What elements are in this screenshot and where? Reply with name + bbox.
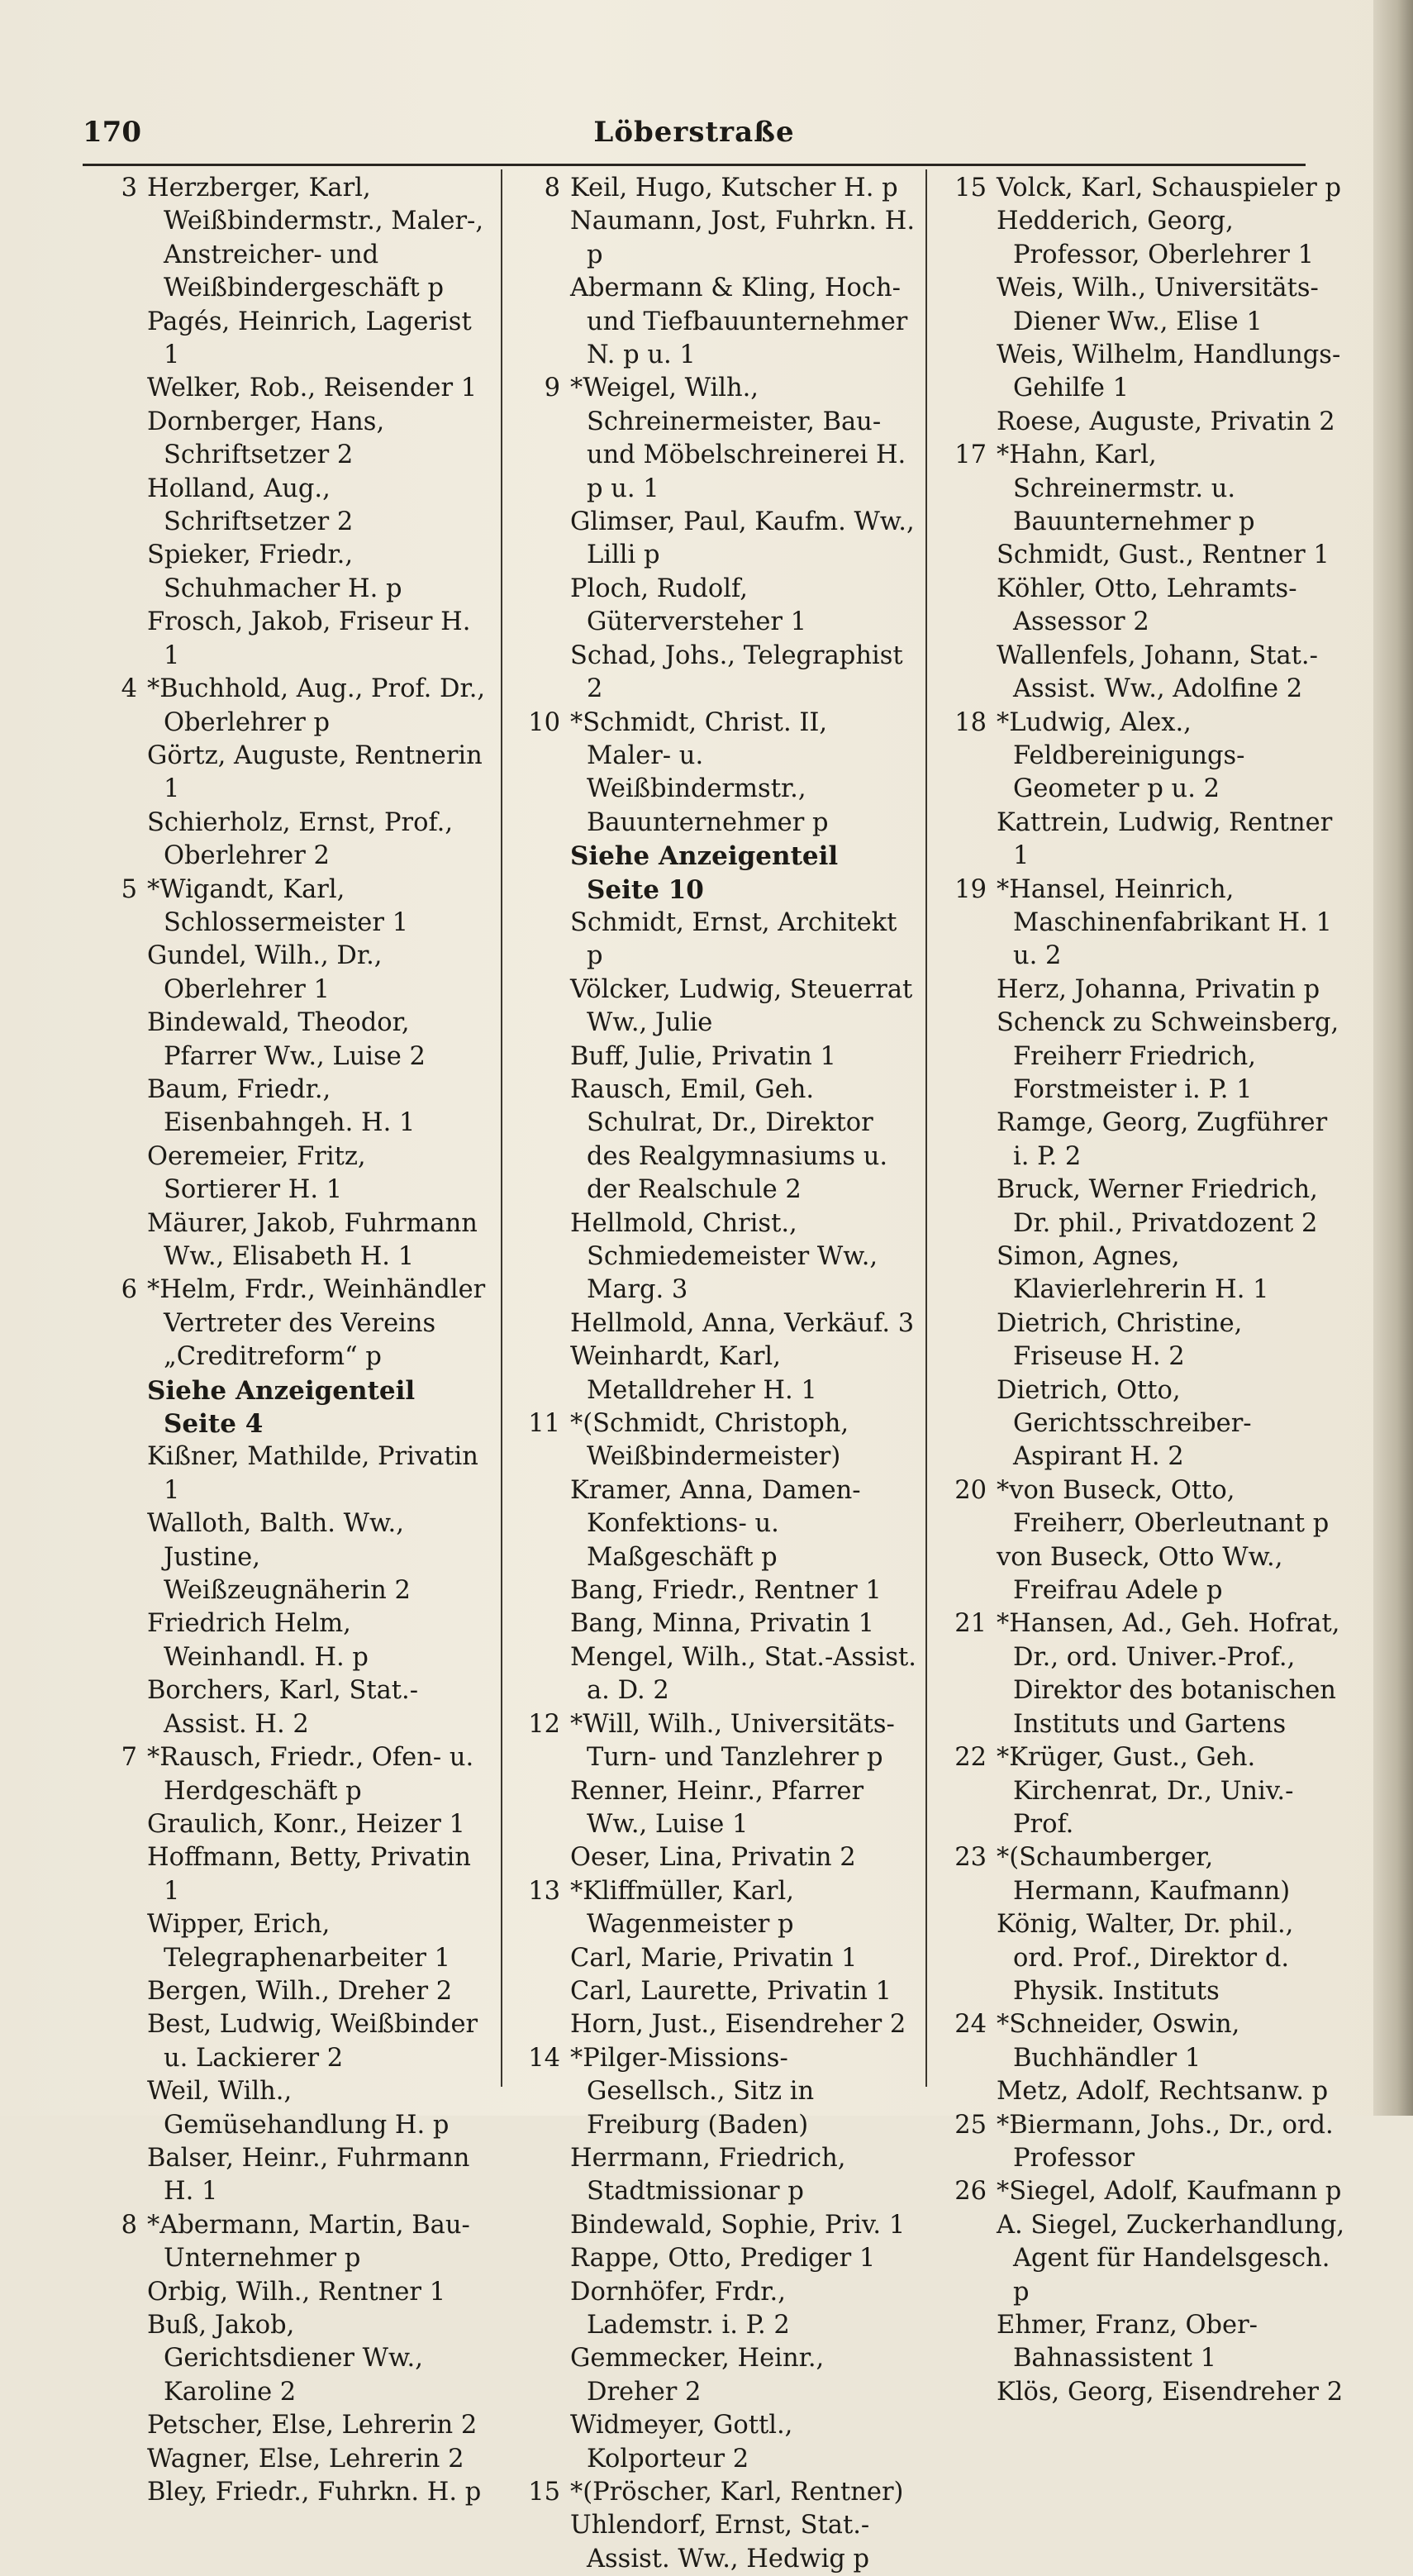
entry-text: Ramge, Georg, Zugführer i. P. 2 — [997, 1108, 1328, 1171]
entry-text: Völcker, Ludwig, Steuerrat Ww., Julie — [570, 974, 913, 1038]
entry-text: *Hansen, Ad., Geh. Hofrat, Dr., ord. Univer.-Prof., Direktor des botanischen Instituts und Gartens — [997, 1609, 1340, 1739]
directory-entry — [506, 2476, 919, 2509]
house-number: 7 — [121, 1743, 137, 1773]
entry-text: *Krüger, Gust., Geh. Kirchenrat, Dr., Univ.-Prof. — [997, 1743, 1294, 1839]
directory-entry — [83, 1207, 488, 1274]
directory-entry — [83, 1841, 488, 1908]
entry-text: Roese, Auguste, Privatin 2 — [997, 407, 1335, 436]
entry-text: Bruck, Werner Friedrich, Dr. phil., Privatdozent 2 — [997, 1175, 1318, 1238]
directory-entry — [932, 339, 1345, 406]
directory-entry — [932, 874, 1345, 974]
entry-text: Schmidt, Gust., Rentner 1 — [997, 540, 1330, 570]
directory-entry — [506, 1340, 919, 1407]
entry-text: Metz, Adolf, Rechtsanw. p — [997, 2077, 1329, 2107]
directory-entry — [83, 539, 488, 606]
directory-entry — [83, 1808, 488, 1841]
entry-text: König, Walter, Dr. phil., ord. Prof., Direktor d. Physik. Instituts — [997, 1910, 1294, 2006]
column-2 — [506, 172, 919, 2574]
directory-entry — [506, 205, 919, 272]
directory-entry — [506, 1875, 919, 1942]
entry-text: Oeser, Lina, Privatin 2 — [570, 1843, 856, 1873]
house-number: 26 — [954, 2177, 987, 2207]
directory-entry — [506, 2209, 919, 2242]
entry-text: *Rausch, Friedr., Ofen- u. Herdgeschäft p — [147, 1743, 474, 1806]
entry-text: Rausch, Emil, Geh. Schulrat, Dr., Direktor des Realgymnasiums u. der Realschule 2 — [570, 1074, 888, 1205]
house-number: 8 — [544, 174, 560, 202]
entry-text: *Siegel, Adolf, Kaufmann p — [997, 2177, 1342, 2207]
entry-text: Walloth, Balth. Ww., Justine, Weißzeugnäherin 2 — [147, 1509, 411, 1606]
entry-text: Keil, Hugo, Kutscher H. p — [570, 174, 898, 202]
advertisement-reference — [506, 840, 919, 907]
directory-entry — [932, 974, 1345, 1007]
directory-entry — [83, 2443, 488, 2476]
directory-entry — [506, 506, 919, 573]
entry-text: Frosch, Jakob, Friseur H. 1 — [147, 607, 471, 670]
directory-entry — [506, 1942, 919, 1975]
entry-text: *Ludwig, Alex., Feldbereinigungs-Geometer p u. 2 — [997, 707, 1245, 804]
entry-text: *Biermann, Johs., Dr., ord. Professor — [997, 2110, 1334, 2173]
house-number: 3 — [121, 174, 137, 202]
entry-text: Schenck zu Schweinsberg, Freiherr Friedrich, Forstmeister i. P. 1 — [997, 1008, 1339, 1104]
directory-entry — [83, 1274, 488, 1374]
entry-text: Best, Ludwig, Weißbinder u. Lackierer 2 — [147, 2010, 478, 2073]
entry-text: *(Schaumberger, Hermann, Kaufmann) — [997, 1843, 1291, 1906]
directory-entry — [83, 473, 488, 540]
directory-entry — [83, 940, 488, 1007]
house-number: 9 — [544, 374, 560, 403]
directory-entry — [83, 807, 488, 874]
directory-entry — [83, 2008, 488, 2075]
house-number: 5 — [121, 874, 137, 904]
entry-text: Weis, Wilhelm, Handlungs-Gehilfe 1 — [997, 340, 1341, 403]
directory-entry — [932, 172, 1345, 205]
directory-entry — [932, 1741, 1345, 1841]
directory-entry — [83, 2409, 488, 2442]
directory-entry — [506, 372, 919, 506]
house-number: 11 — [528, 1409, 560, 1439]
directory-entry — [932, 2008, 1345, 2075]
entry-text: *Will, Wilh., Universitäts-Turn- und Tanzlehrer p — [570, 1709, 895, 1773]
entry-text: Dornhöfer, Frdr., Lademstr. i. P. 2 — [570, 2277, 790, 2340]
directory-entry — [506, 1975, 919, 2008]
directory-entry — [83, 1140, 488, 1207]
running-title: Löberstraße — [593, 116, 795, 149]
entry-text: Naumann, Jost, Fuhrkn. H. p — [570, 207, 916, 269]
directory-entry — [932, 439, 1345, 539]
directory-entry — [506, 907, 919, 974]
directory-entry — [506, 2008, 919, 2041]
directory-entry — [932, 640, 1345, 707]
entry-text: A. Siegel, Zuckerhandlung, Agent für Handelsgesch. p — [997, 2210, 1345, 2307]
entry-text: Schmidt, Ernst, Architekt p — [570, 907, 897, 971]
entry-text: *Hahn, Karl, Schreinermstr. u. Bauunternehmer p — [997, 440, 1255, 537]
entry-text: *Abermann, Martin, Bau-Unternehmer p — [147, 2210, 470, 2274]
directory-entry — [932, 406, 1345, 439]
directory-entry — [83, 1908, 488, 1975]
directory-entry — [83, 1607, 488, 1674]
directory-entry — [83, 673, 488, 740]
entry-text: Buß, Jakob, Gerichtsdiener Ww., Karoline 2 — [147, 2311, 423, 2407]
directory-entry — [932, 2075, 1345, 2108]
entry-text: *Helm, Frdr., Weinhändler Vertreter des Vereins „Creditreform“ p — [147, 1275, 486, 1372]
entry-text: *von Buseck, Otto, Freiherr, Oberleutnant p — [997, 1475, 1330, 1539]
entry-text: Rappe, Otto, Prediger 1 — [570, 2244, 876, 2274]
entry-text: Siehe Anzeigenteil Seite 4 — [147, 1375, 416, 1440]
directory-entry — [83, 372, 488, 405]
entry-text: Bang, Minna, Privatin 1 — [570, 1609, 875, 1639]
entry-text: Schierholz, Ernst, Prof., Oberlehrer 2 — [147, 807, 454, 871]
entry-text: *(Pröscher, Karl, Rentner) — [570, 2478, 904, 2507]
entry-text: *(Schmidt, Christoph, Weißbindermeister) — [570, 1409, 849, 1472]
entry-text: Schad, Johs., Telegraphist 2 — [570, 640, 903, 704]
directory-entry — [506, 2342, 919, 2409]
entry-text: Spieker, Friedr., Schuhmacher H. p — [147, 540, 402, 603]
directory-entry — [83, 874, 488, 940]
directory-entry — [506, 573, 919, 640]
directory-entry — [932, 272, 1345, 339]
page-edge-shadow — [1373, 0, 1413, 2116]
entry-text: Simon, Agnes, Klavierlehrerin H. 1 — [997, 1242, 1269, 1305]
entry-text: Klös, Georg, Eisendreher 2 — [997, 2377, 1344, 2407]
directory-entry — [506, 1207, 919, 1307]
entry-text: von Buseck, Otto Ww., Freifrau Adele p — [997, 1542, 1283, 1606]
directory-entry — [83, 740, 488, 807]
entry-text: Graulich, Konr., Heizer 1 — [147, 1809, 465, 1839]
entry-text: Pagés, Heinrich, Lagerist 1 — [147, 307, 472, 370]
entry-text: Gemmecker, Heinr., Dreher 2 — [570, 2344, 825, 2407]
entry-text: Abermann & Kling, Hoch- und Tiefbauunternehmer N. p u. 1 — [570, 274, 908, 370]
directory-entry — [83, 606, 488, 673]
entry-text: Volck, Karl, Schauspieler p — [997, 174, 1342, 202]
entry-text: Buff, Julie, Privatin 1 — [570, 1041, 836, 1071]
directory-entry — [506, 1574, 919, 1607]
directory-entry — [506, 640, 919, 707]
house-number: 17 — [954, 440, 987, 470]
directory-entry — [932, 1541, 1345, 1608]
entry-text: *Hansel, Heinrich, Maschinenfabrikant H. 1 u. 2 — [997, 874, 1332, 971]
house-number: 21 — [954, 1609, 987, 1639]
directory-entry — [932, 807, 1345, 874]
house-number: 20 — [954, 1475, 987, 1505]
advertisement-reference — [83, 1374, 488, 1441]
entry-text: Dornberger, Hans, Schriftsetzer 2 — [147, 407, 385, 470]
entry-text: Dietrich, Christine, Friseuse H. 2 — [997, 1308, 1243, 1372]
entry-text: Orbig, Wilh., Rentner 1 — [147, 2277, 446, 2307]
entry-text: Ehmer, Franz, Ober-Bahnassistent 1 — [997, 2311, 1258, 2374]
entry-text: *Schmidt, Christ. II, Maler- u. Weißbindermstr., Bauunternehmer p — [570, 707, 829, 837]
entry-text: Hellmold, Anna, Verkäuf. 3 — [570, 1308, 915, 1338]
entry-text: Oeremeier, Fritz, Sortierer H. 1 — [147, 1141, 366, 1205]
directory-entry — [506, 1775, 919, 1842]
entry-text: Hedderich, Georg, Professor, Oberlehrer 1 — [997, 207, 1315, 269]
entry-text: Welker, Rob., Reisender 1 — [147, 374, 478, 403]
directory-entry — [83, 1741, 488, 1808]
directory-entry — [506, 1407, 919, 1474]
house-number: 24 — [954, 2010, 987, 2040]
directory-entry — [83, 2209, 488, 2276]
directory-entry — [932, 2209, 1345, 2309]
entry-text: *Schneider, Oswin, Buchhändler 1 — [997, 2010, 1240, 2073]
house-number: 10 — [528, 707, 560, 737]
entry-text: Herzberger, Karl, Weißbindermstr., Maler-, Anstreicher- und Weißbindergeschäft p — [147, 174, 484, 303]
entry-text: *Wigandt, Karl, Schlossermeister 1 — [147, 874, 409, 937]
house-number: 8 — [121, 2210, 137, 2240]
directory-entry — [506, 172, 919, 205]
house-number: 14 — [528, 2043, 560, 2073]
entry-text: Kattrein, Ludwig, Rentner 1 — [997, 807, 1333, 871]
entry-text: Mengel, Wilh., Stat.-Assist. a. D. 2 — [570, 1642, 916, 1706]
directory-entry — [506, 1841, 919, 1874]
entry-text: Balser, Heinr., Fuhrmann H. 1 — [147, 2143, 470, 2207]
entry-text: Köhler, Otto, Lehramts-Assessor 2 — [997, 574, 1297, 637]
entry-text: Friedrich Helm, Weinhandl. H. p — [147, 1609, 369, 1672]
house-number: 25 — [954, 2110, 987, 2140]
directory-entry — [83, 172, 488, 306]
entry-text: Bindewald, Sophie, Priv. 1 — [570, 2210, 906, 2240]
entry-text: Glimser, Paul, Kaufm. Ww., Lilli p — [570, 507, 915, 570]
directory-entry — [506, 1074, 919, 1207]
column-divider — [925, 169, 927, 2087]
entry-text: Bang, Friedr., Rentner 1 — [570, 1576, 882, 1606]
directory-entry — [506, 1474, 919, 1574]
directory-entry — [932, 2309, 1345, 2376]
entry-text: Widmeyer, Gottl., Kolporteur 2 — [570, 2411, 793, 2474]
directory-entry — [83, 2276, 488, 2309]
entry-text: Uhlendorf, Ernst, Stat.-Assist. Ww., Hedwig p — [570, 2511, 870, 2574]
house-number: 23 — [954, 1843, 987, 1873]
directory-entry — [506, 2042, 919, 2142]
directory-entry — [932, 1607, 1345, 1741]
entry-text: Holland, Aug., Schriftsetzer 2 — [147, 474, 354, 537]
entry-text: Weil, Wilh., Gemüsehandlung H. p — [147, 2077, 450, 2140]
entry-text: Wallenfels, Johann, Stat.-Assist. Ww., Adolfine 2 — [997, 640, 1318, 704]
directory-entry — [932, 1007, 1345, 1107]
directory-entry — [506, 974, 919, 1040]
house-number: 18 — [954, 707, 987, 737]
directory-entry — [932, 205, 1345, 272]
directory-entry — [83, 2309, 488, 2409]
directory-entry — [506, 1708, 919, 1775]
directory-entry — [506, 2409, 919, 2476]
header-rule — [83, 164, 1306, 166]
directory-entry — [506, 1040, 919, 1074]
entry-text: Herz, Johanna, Privatin p — [997, 974, 1320, 1004]
house-number: 4 — [121, 674, 137, 704]
directory-entry — [83, 2476, 488, 2509]
entry-text: Kißner, Mathilde, Privatin 1 — [147, 1442, 478, 1505]
entry-text: Petscher, Else, Lehrerin 2 — [147, 2411, 478, 2440]
entry-text: Weinhardt, Karl, Metalldreher H. 1 — [570, 1342, 817, 1405]
entry-text: Wagner, Else, Lehrerin 2 — [147, 2444, 464, 2474]
directory-entry — [932, 1174, 1345, 1240]
directory-entry — [932, 539, 1345, 572]
directory-entry — [932, 1307, 1345, 1374]
entry-text: Siehe Anzeigenteil Seite 10 — [570, 841, 839, 905]
directory-entry — [83, 1440, 488, 1507]
entry-text: *Kliffmüller, Karl, Wagenmeister p — [570, 1876, 794, 1940]
directory-entry — [932, 2175, 1345, 2208]
directory-entry — [83, 2075, 488, 2142]
directory-entry — [506, 272, 919, 372]
house-number: 15 — [954, 174, 987, 202]
directory-entry — [932, 573, 1345, 640]
directory-entry — [83, 406, 488, 473]
entry-text: Dietrich, Otto, Gerichtsschreiber-Aspirant H. 2 — [997, 1375, 1252, 1472]
directory-entry — [83, 1507, 488, 1607]
entry-text: Bley, Friedr., Fuhrkn. H. p — [147, 2478, 482, 2507]
directory-entry — [932, 1374, 1345, 1474]
directory-entry — [83, 1975, 488, 2008]
directory-entry — [932, 1908, 1345, 2008]
entry-text: Carl, Marie, Privatin 1 — [570, 1943, 858, 1973]
directory-entry — [83, 1674, 488, 1741]
directory-entry — [506, 2142, 919, 2209]
column-divider — [501, 169, 502, 2087]
directory-entry — [932, 707, 1345, 807]
entry-text: Bergen, Wilh., Dreher 2 — [147, 1976, 453, 2006]
directory-entry — [932, 2109, 1345, 2176]
entry-text: Herrmann, Friedrich, Stadtmissionar p — [570, 2143, 846, 2207]
entry-text: *Buchhold, Aug., Prof. Dr., Oberlehrer p — [147, 674, 486, 737]
entry-text: Weis, Wilh., Universitäts-Diener Ww., Elise 1 — [997, 274, 1319, 336]
house-number: 15 — [528, 2478, 560, 2507]
entry-text: Ploch, Rudolf, Güterversteher 1 — [570, 574, 807, 637]
entry-text: *Weigel, Wilh., Schreinermeister, Bau- und Möbelschreinerei H. p u. 1 — [570, 374, 906, 503]
entry-text: Gundel, Wilh., Dr., Oberlehrer 1 — [147, 941, 383, 1004]
page-number: 170 — [83, 116, 141, 149]
entry-text: Renner, Heinr., Pfarrer Ww., Luise 1 — [570, 1776, 864, 1839]
house-number: 6 — [121, 1275, 137, 1305]
entry-text: Borchers, Karl, Stat.-Assist. H. 2 — [147, 1676, 419, 1739]
directory-entry — [506, 1641, 919, 1708]
entry-text: Carl, Laurette, Privatin 1 — [570, 1976, 892, 2006]
house-number: 13 — [528, 1876, 560, 1906]
entry-text: Horn, Just., Eisendreher 2 — [570, 2010, 906, 2040]
page-header — [83, 116, 1306, 165]
house-number: 22 — [954, 1743, 987, 1773]
entry-text: Hellmold, Christ., Schmiedemeister Ww., Marg. 3 — [570, 1208, 878, 1305]
house-number: 19 — [954, 874, 987, 904]
directory-entry — [83, 1074, 488, 1140]
directory-entry — [932, 1240, 1345, 1307]
house-number: 12 — [528, 1709, 560, 1739]
directory-entry — [506, 1607, 919, 1640]
entry-text: Hoffmann, Betty, Privatin 1 — [147, 1843, 471, 1906]
directory-entry — [83, 2142, 488, 2209]
entry-text: Kramer, Anna, Damen-Konfektions- u. Maßgeschäft p — [570, 1475, 861, 1572]
entry-text: Bindewald, Theodor, Pfarrer Ww., Luise 2 — [147, 1008, 426, 1071]
entry-text: *Pilger-Missions-Gesellsch., Sitz in Freiburg (Baden) — [570, 2043, 815, 2140]
directory-entry — [932, 1107, 1345, 1174]
directory-entry — [506, 2509, 919, 2576]
column-1 — [83, 172, 488, 2507]
entry-text: Baum, Friedr., Eisenbahngeh. H. 1 — [147, 1074, 416, 1138]
column-3 — [932, 172, 1345, 2407]
directory-entry — [506, 2242, 919, 2275]
directory-entry — [932, 2376, 1345, 2409]
entry-text: Görtz, Auguste, Rentnerin 1 — [147, 740, 483, 804]
directory-entry — [932, 1841, 1345, 1908]
directory-entry — [932, 1474, 1345, 1541]
directory-entry — [83, 1007, 488, 1074]
entry-text: Mäurer, Jakob, Fuhrmann Ww., Elisabeth H. 1 — [147, 1208, 478, 1271]
directory-entry — [83, 306, 488, 373]
directory-entry — [506, 2276, 919, 2343]
entry-text: Wipper, Erich, Telegraphenarbeiter 1 — [147, 1910, 451, 1973]
directory-entry — [506, 1307, 919, 1340]
directory-entry — [506, 707, 919, 840]
